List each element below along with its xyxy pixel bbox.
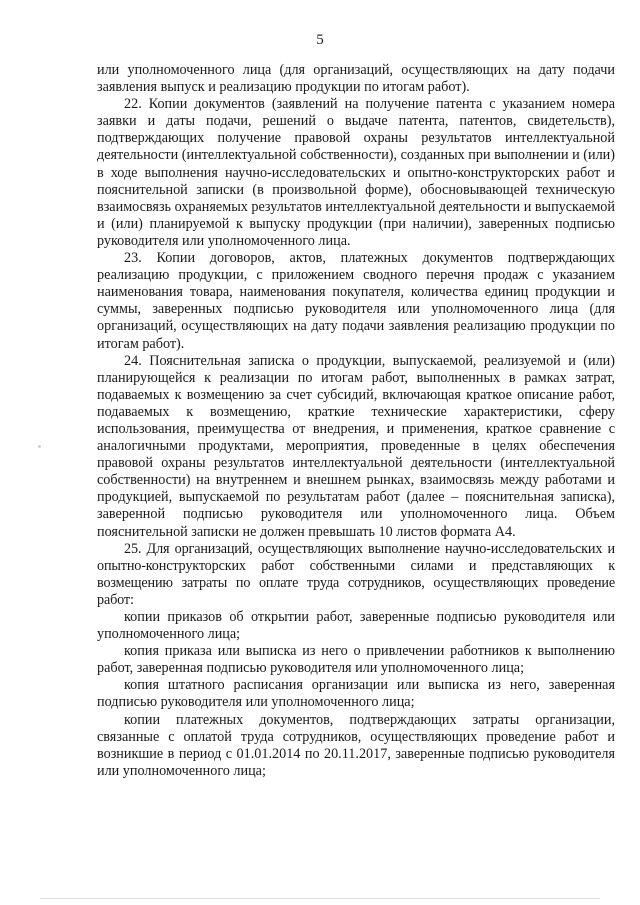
paragraph-item-24: 24. Пояснительная записка о продукции, выпускаемой, реализуемой и (или) планирующейся к реализации по итогам работ, выполненных в рамках затрат, подаваемых к возмещению за счет субсидий, включающая краткое описание работ, подаваемых к возмещению, краткие технические характеристики, сферу использования, преимущества от внедрения, и применения, краткое сравнение с аналогичными продуктами, мероприятия, проведенные в целях обеспечения правовой охраны результатов интеллектуальной деятельности (интеллектуальной собственности) на внутреннем и внешнем рынках, взаимосвязь между работами и продукцией, выпускаемой по результатам работ (далее – пояснительная записка), заверенной подписью руководителя или уполномоченного лица. Объем пояснительной записки не должен превышать 10 листов формата А4. (97, 352, 615, 540)
paragraph-item-22: 22. Копии документов (заявлений на получение патента с указанием номера заявки и даты подачи, решений о выдаче патента, патентов, свидетельств), подтверждающих получение правовой охраны результатов интеллектуальной деятельности (интеллектуальной собственности), созданных при выполнении и (или) в ходе выполнения научно-исследовательских и опытно-конструкторских работ и пояснительной записки (в произвольной форме), обосновывающей техническую взаимосвязь охраняемых результатов интеллектуальной деятельности и выпускаемой и (или) планируемой к выпуску продукции (при наличии), заверенных подписью руководителя или уполномоченного лица. (97, 96, 615, 249)
paragraph-item-25: 25. Для организаций, осуществляющих выполнение научно-исследовательских и опытно-конструкторских работ собственными силами и представляющих к возмещению затраты по оплате труда сотрудников, осуществляющих проведение работ: (97, 540, 615, 608)
list-item-payment-documents: копии платежных документов, подтверждающих затраты организации, связанные с оплатой труда сотрудников, осуществляющих проведение работ и возникшие в период с 01.01.2014 по 20.11.2017, заверенные подписью руководителя или уполномоченного лица; (97, 711, 615, 779)
document-body (97, 62, 615, 780)
scan-edge-line (40, 898, 600, 899)
list-item-staff-schedule: копия штатного расписания организации или выписка из него, заверенная подписью руководителя или уполномоченного лица; (97, 677, 615, 711)
list-item-staff-order: копия приказа или выписка из него о привлечении работников к выполнению работ, заверенная подписью руководителя или уполномоченного лица; (97, 643, 615, 677)
paragraph-item-23: 23. Копии договоров, актов, платежных документов подтверждающих реализацию продукции, с приложением сводного перечня продаж с указанием наименования товара, наименования покупателя, количества единиц продукции и суммы, заверенных подписью руководителя или уполномоченного лица (для организаций, осуществляющих на дату подачи заявления реализацию продукции по итогам работ). (97, 250, 615, 352)
scan-speck (38, 445, 41, 448)
paragraph-continuation: или уполномоченного лица (для организаций, осуществляющих на дату подачи заявления выпуск и реализацию продукции по итогам работ). (97, 62, 615, 96)
page-number: 5 (316, 32, 324, 48)
list-item-order-copies: копии приказов об открытии работ, заверенные подписью руководителя или уполномоченного лица; (97, 609, 615, 643)
